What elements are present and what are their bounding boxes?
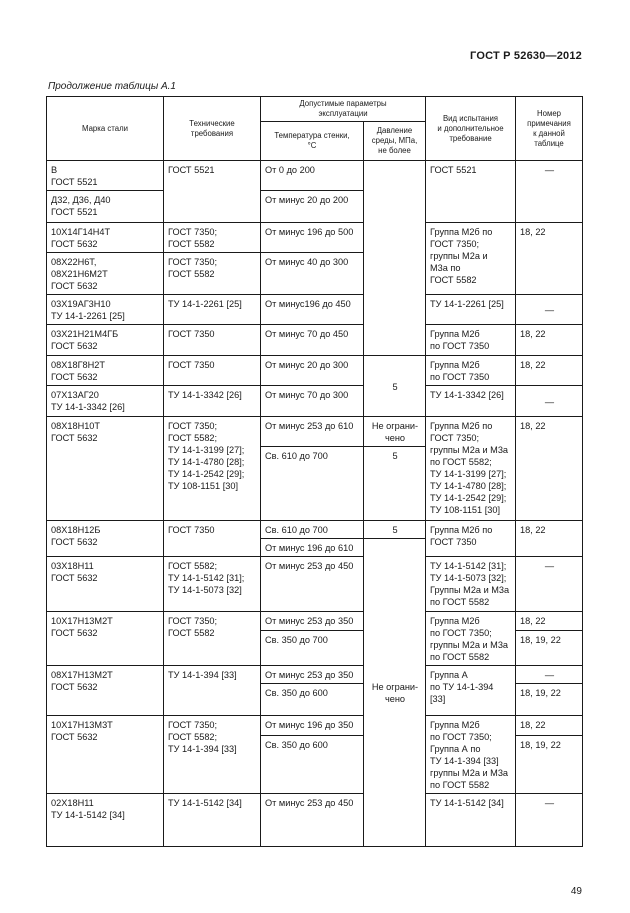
tech-cell: ГОСТ 5582; ТУ 14-1-5142 [31]; ТУ 14-1-5073 [32] <box>164 557 261 612</box>
temp-cell: От минус 70 до 450 <box>261 325 364 356</box>
notes-cell: 18, 22 <box>516 521 583 557</box>
grade-cell: 10Х17Н13М3Т ГОСТ 5632 <box>47 716 164 794</box>
grade-cell: 03Х19АГ3Н10 ТУ 14-1-2261 [25] <box>47 295 164 325</box>
table-row <box>47 386 583 417</box>
notes-cell: — <box>516 386 583 417</box>
test-cell: ГОСТ 5521 <box>426 161 516 223</box>
test-cell: ТУ 14-1-5142 [31]; ТУ 14-1-5073 [32]; Группы М2а и М3а по ГОСТ 5582 <box>426 557 516 612</box>
temp-cell: От минус 253 до 350 <box>261 666 364 684</box>
test-cell: Группа М2б по ГОСТ 7350; группы М2а и М3а по ГОСТ 5582 <box>426 223 516 295</box>
temp-cell: От минус 253 до 450 <box>261 557 364 612</box>
temp-cell: Св. 610 до 700 <box>261 521 364 539</box>
test-cell: Группа М2б по ГОСТ 7350 <box>426 356 516 386</box>
notes-cell: 18, 22 <box>516 356 583 386</box>
pressure-cell: Не ограни- чено <box>364 539 426 847</box>
grade-cell: 08Х18Н10Т ГОСТ 5632 <box>47 417 164 521</box>
notes-cell: 18, 19, 22 <box>516 630 583 665</box>
pressure-cell <box>364 161 426 356</box>
notes-cell: 18, 22 <box>516 223 583 295</box>
test-cell: ТУ 14-1-2261 [25] <box>426 295 516 325</box>
notes-cell: — <box>516 295 583 325</box>
table-caption: Продолжение таблицы А.1 <box>48 81 176 92</box>
document-header: ГОСТ Р 52630—2012 <box>470 50 582 62</box>
tech-cell: ГОСТ 7350; ГОСТ 5582 <box>164 223 261 253</box>
temp-cell: Св. 610 до 700 <box>261 447 364 521</box>
temp-cell: От минус 20 до 200 <box>261 191 364 223</box>
notes-cell: 18, 19, 22 <box>516 736 583 794</box>
grade-cell: 08Х17Н13М2Т ГОСТ 5632 <box>47 666 164 716</box>
tech-cell: ГОСТ 5521 <box>164 161 261 223</box>
notes-cell: — <box>516 557 583 612</box>
test-cell: Группа А по ТУ 14-1-394 [33] <box>426 666 516 716</box>
temp-cell: От минус 253 до 610 <box>261 417 364 447</box>
tech-cell: ГОСТ 7350 <box>164 521 261 557</box>
tech-cell: ГОСТ 7350; ГОСТ 5582; ТУ 14-1-3199 [27]; ТУ 14-1-4780 [28]; ТУ 14-1-2542 [29]; ТУ 108-1151 [30] <box>164 417 261 521</box>
steel-grades-table <box>46 96 583 847</box>
column-header-temp: Температура стенки, °С <box>261 122 364 161</box>
grade-cell: 10Х17Н13М2Т ГОСТ 5632 <box>47 612 164 666</box>
temp-cell: От минус196 до 450 <box>261 295 364 325</box>
notes-cell: — <box>516 794 583 847</box>
notes-cell: 18, 22 <box>516 325 583 356</box>
table-row <box>47 521 583 539</box>
column-header-params: Допустимые параметры эксплуатации <box>261 97 426 122</box>
table-row <box>47 666 583 684</box>
test-cell: ТУ 14-1-5142 [34] <box>426 794 516 847</box>
tech-cell: ТУ 14-1-5142 [34] <box>164 794 261 847</box>
grade-cell: 03Х21Н21М4ГБ ГОСТ 5632 <box>47 325 164 356</box>
tech-cell: ТУ 14-1-394 [33] <box>164 666 261 716</box>
test-cell: Группа М2б по ГОСТ 7350 <box>426 325 516 356</box>
table-row <box>47 794 583 847</box>
grade-cell: 07Х13АГ20 ТУ 14-1-3342 [26] <box>47 386 164 417</box>
table-header-row <box>47 97 583 122</box>
column-header-pressure: Давление среды, МПа, не более <box>364 122 426 161</box>
temp-cell: Св. 350 до 600 <box>261 684 364 716</box>
temp-cell: От минус 253 до 450 <box>261 794 364 847</box>
test-cell: Группа М2б по ГОСТ 7350; Группа А по ТУ 14-1-394 [33] группы М2а и М3а по ГОСТ 5582 <box>426 716 516 794</box>
grade-cell: 10Х14Г14Н4Т ГОСТ 5632 <box>47 223 164 253</box>
table-row <box>47 557 583 612</box>
table-row <box>47 325 583 356</box>
temp-cell: От 0 до 200 <box>261 161 364 191</box>
table-row <box>47 295 583 325</box>
pressure-cell: 5 <box>364 447 426 521</box>
notes-cell: 18, 22 <box>516 716 583 736</box>
test-cell: ТУ 14-1-3342 [26] <box>426 386 516 417</box>
temp-cell: Св. 350 до 700 <box>261 630 364 665</box>
grade-cell: 08Х22Н6Т, 08Х21Н6М2Т ГОСТ 5632 <box>47 253 164 295</box>
table-row <box>47 223 583 253</box>
tech-cell: ГОСТ 7350; ГОСТ 5582 <box>164 612 261 666</box>
temp-cell: От минус 20 до 300 <box>261 356 364 386</box>
table-row <box>47 716 583 736</box>
pressure-cell: Не ограни- чено <box>364 417 426 447</box>
temp-cell: От минус 196 до 500 <box>261 223 364 253</box>
tech-cell: ГОСТ 7350 <box>164 325 261 356</box>
table-row <box>47 612 583 631</box>
column-header-test: Вид испытания и дополнительное требование <box>426 97 516 161</box>
tech-cell: ТУ 14-1-3342 [26] <box>164 386 261 417</box>
column-header-notes: Номер примечания к данной таблице <box>516 97 583 161</box>
temp-cell: От минус 196 до 610 <box>261 539 364 557</box>
tech-cell: ГОСТ 7350 <box>164 356 261 386</box>
grade-cell: Д32, Д36, Д40 ГОСТ 5521 <box>47 191 164 223</box>
grade-cell: 02Х18Н11 ТУ 14-1-5142 [34] <box>47 794 164 847</box>
grade-cell: 08Х18Н12Б ГОСТ 5632 <box>47 521 164 557</box>
temp-cell: От минус 196 до 350 <box>261 716 364 736</box>
notes-cell: 18, 19, 22 <box>516 684 583 716</box>
table-row <box>47 417 583 447</box>
pressure-cell: 5 <box>364 356 426 417</box>
notes-cell: 18, 22 <box>516 417 583 521</box>
tech-cell: ГОСТ 7350; ГОСТ 5582 <box>164 253 261 295</box>
column-header-grade: Марка стали <box>47 97 164 161</box>
table-row <box>47 356 583 386</box>
temp-cell: От минус 70 до 300 <box>261 386 364 417</box>
grade-cell: 08Х18Г8Н2Т ГОСТ 5632 <box>47 356 164 386</box>
test-cell: Группа М2б по ГОСТ 7350 <box>426 521 516 557</box>
grade-cell: В ГОСТ 5521 <box>47 161 164 191</box>
column-header-tech: Технические требования <box>164 97 261 161</box>
tech-cell: ТУ 14-1-2261 [25] <box>164 295 261 325</box>
test-cell: Группа М2б по ГОСТ 7350; группы М2а и М3а по ГОСТ 5582 <box>426 612 516 666</box>
temp-cell: От минус 40 до 300 <box>261 253 364 295</box>
notes-cell: — <box>516 666 583 684</box>
grade-cell: 03Х18Н11 ГОСТ 5632 <box>47 557 164 612</box>
notes-cell: 18, 22 <box>516 612 583 631</box>
temp-cell: От минус 253 до 350 <box>261 612 364 631</box>
page-number: 49 <box>570 886 582 897</box>
pressure-cell: 5 <box>364 521 426 539</box>
notes-cell: — <box>516 161 583 223</box>
temp-cell: Св. 350 до 600 <box>261 736 364 794</box>
test-cell: Группа М2б по ГОСТ 7350; группы М2а и М3а по ГОСТ 5582; ТУ 14-1-3199 [27]; ТУ 14-1-4780 [28]; ТУ 14-1-2542 [29]; ТУ 108-1151 [30] <box>426 417 516 521</box>
table-row <box>47 161 583 191</box>
tech-cell: ГОСТ 7350; ГОСТ 5582; ТУ 14-1-394 [33] <box>164 716 261 794</box>
